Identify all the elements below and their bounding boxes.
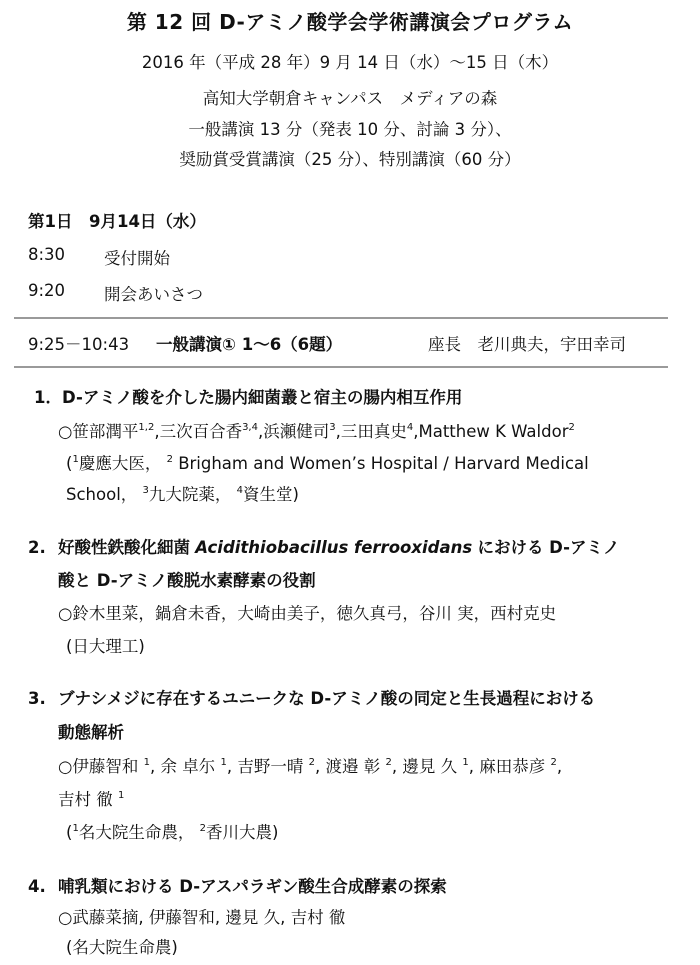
- author-name: 笹部潤平: [72, 422, 139, 441]
- session-bottom-divider: [14, 366, 668, 368]
- author-name: 浜瀬健司: [263, 422, 330, 441]
- page-title: 第 12 回 D-アミノ酸学会学術講演会プログラム: [126, 10, 574, 34]
- schedule-time: 8:30: [28, 245, 66, 264]
- talk-title: [58, 537, 620, 559]
- talk-title-part: における D-アミノ: [477, 538, 620, 557]
- talk-number: 1．: [34, 388, 62, 407]
- event-venue: 高知大学朝倉キャンパス メディアの森: [202, 89, 498, 108]
- affiliation-marker: 3: [329, 422, 336, 433]
- talk-affiliation: [66, 484, 299, 506]
- talk-format-general: 一般講演 13 分（発表 10 分、討論 3 分）、: [188, 120, 512, 139]
- author-name: 邊見 久: [402, 757, 458, 776]
- author-name: 三田真史: [340, 422, 407, 441]
- talk-authors: ○武藤菜摘, 伊藤智和, 邊見 久, 吉村 徹: [58, 908, 346, 927]
- affiliation-marker: 1: [72, 823, 79, 834]
- affiliation-name: Brigham and Women’s Hospital / Harvard Medical: [178, 454, 589, 473]
- talk-title-continued: 酸と D-アミノ酸脱水素酵素の役割: [58, 571, 316, 590]
- talk-affiliation: ($^1$名大院生命農， $^2$香川大農): [66, 823, 279, 842]
- schedule-label: 受付開始: [104, 249, 170, 268]
- affiliation-marker: 2: [166, 454, 173, 465]
- session-chair: 座長 老川典夫，宇田幸司: [428, 335, 626, 354]
- affiliation-name: 名大院生命農，: [78, 823, 195, 842]
- day-heading: 第1日 9月14日（水）: [28, 212, 206, 231]
- author-name: Matthew K Waldor: [418, 422, 569, 441]
- session-title: 一般講演① 1～6（6題）: [156, 335, 343, 354]
- talk-title-part: 好酸性鉄酸化細菌: [58, 538, 190, 557]
- affiliation-marker: 4: [236, 485, 244, 496]
- talk-number: 2.: [28, 538, 46, 557]
- talk-title: 哺乳類における D-アスパラギン酸生合成酵素の探索: [58, 877, 447, 896]
- talk-title-species: Acidithiobacillus ferrooxidans: [195, 538, 473, 557]
- author-name: 吉野一晴: [237, 757, 304, 776]
- affiliation-marker: 4: [406, 422, 414, 433]
- affiliation-marker: 2: [568, 422, 575, 433]
- talk-format-special: 奨励賞受賞講演（25 分）、特別講演（60 分）: [179, 150, 521, 169]
- affiliation-marker: 1,2: [138, 422, 155, 433]
- session-time: 9:25－10:43: [28, 335, 130, 354]
- event-date: 2016 年（平成 28 年）9 月 14 日（水）～15 日（木）: [141, 53, 559, 72]
- talk-title-continued: 動態解析: [58, 723, 124, 742]
- talk-affiliation: (日大理工): [66, 637, 145, 656]
- affiliation-name: 資生堂): [243, 485, 299, 504]
- affiliation-name: 香川大農): [205, 823, 279, 842]
- affiliation-name: School，: [66, 485, 138, 504]
- talk-number: 3.: [28, 689, 46, 708]
- talk-authors: ○鈴木里菜，鍋倉未香，大崎由美子，徳久真弓，谷川 実，西村克史: [58, 604, 557, 623]
- talk-number: 4.: [28, 877, 46, 896]
- affiliation-marker: 2: [199, 823, 206, 834]
- affiliation-marker: 1: [462, 757, 469, 768]
- affiliation-marker: 3,4: [242, 422, 258, 433]
- author-name: 三次百合香: [159, 422, 243, 441]
- author-name: 渡邉 彰: [325, 757, 381, 776]
- affiliation-name: 慶應大医，: [78, 454, 162, 473]
- affiliation-marker: 2: [385, 757, 392, 768]
- session-header: [28, 331, 668, 355]
- talk-affiliation: ($^1$慶應大医， $^2$ Brigham and Women’s Hospital / Harvard Medical: [66, 454, 589, 473]
- talk-title: D-アミノ酸を介した腸内細菌叢と宿主の腸内相互作用: [62, 388, 463, 407]
- talk-authors: ○伊藤智和 $^1$, 余 卓尓 $^1$, 吉野一晴 $^2$, 渡邉 彰 $^2$, 邊見 久 $^1$, 麻田恭彦 $^2$,: [58, 757, 563, 776]
- talk-affiliation: (名大院生命農): [66, 938, 178, 957]
- affiliation-name: 九大院薬，: [148, 485, 232, 504]
- author-name: 麻田恭彦: [479, 757, 546, 776]
- schedule-time: 9:20: [28, 281, 66, 300]
- talk-authors-continued: [58, 789, 124, 811]
- affiliation-marker: 3: [142, 485, 149, 496]
- affiliation-marker: 2: [550, 757, 557, 768]
- author-name: 伊藤智和: [72, 757, 139, 776]
- author-name: 吉村 徹: [58, 790, 113, 809]
- session-top-divider: [14, 317, 668, 319]
- affiliation-marker: 1: [220, 757, 227, 768]
- author-name: 余 卓尓: [160, 757, 216, 776]
- affiliation-marker: 1: [118, 790, 125, 801]
- schedule-label: 開会あいさつ: [104, 285, 203, 304]
- talk-title: ブナシメジに存在するユニークな D-アミノ酸の同定と生長過程における: [58, 689, 596, 708]
- affiliation-marker: 2: [308, 757, 316, 768]
- talk-authors: ○笹部潤平$^{1,2}$,三次百合香$^{3,4}$,浜瀬健司$^3$,三田真史$^4$,Matthew K Waldor$^2$: [58, 422, 575, 441]
- affiliation-marker: 1: [143, 757, 151, 768]
- affiliation-marker: 1: [72, 454, 79, 465]
